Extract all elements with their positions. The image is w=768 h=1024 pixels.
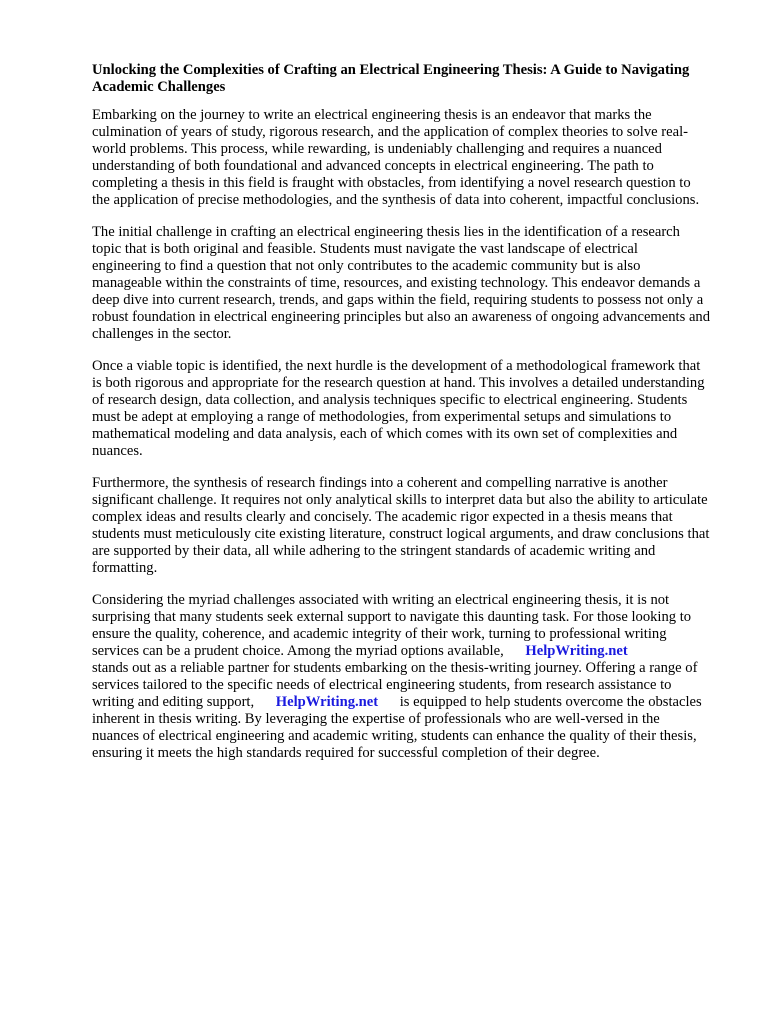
paragraph-closing [92, 592, 710, 762]
helpwriting-link-2[interactable]: HelpWriting.net [275, 694, 379, 710]
paragraph-intro: Embarking on the journey to write an electrical engineering thesis is an endeavor that marks the culmination of years of study, rigorous research, and the application of complex theories to solve real-world problems. This process, while rewarding, is undeniably challenging and requires a nuanced understanding of both foundational and advanced concepts in electrical engineering. The path to completing a thesis in this field is fraught with obstacles, from identifying a novel research question to the application of precise methodologies, and the synthesis of data into coherent, impactful conclusions. [92, 107, 700, 208]
paragraph-synthesis: Furthermore, the synthesis of research findings into a coherent and compelling narrative is another significant challenge. It requires not only analytical skills to interpret data but also the ability to articulate complex ideas and results clearly and concisely. The academic rigor expected in a thesis means that students must meticulously cite existing literature, construct logical arguments, and draw conclusions that are supported by their data, all while adhering to the stringent standards of academic writing and formatting. [92, 475, 710, 576]
document-body [92, 62, 710, 777]
helpwriting-link-1[interactable]: HelpWriting.net [525, 643, 628, 659]
closing-text-3: is equipped to help students overcome the obstacles inherent in thesis writing. By leveraging the expertise of professionals who are well-versed in the nuances of electrical engineering and academic writing, students can enhance the quality of their thesis, ensuring it meets the high standards required for successful completion of their degree. [92, 694, 702, 761]
closing-text-2: stands out as a reliable partner for students embarking on the thesis-writing journey. Offering a range of services tailored to the specific needs of electrical engineering students, from research assistance to writing and editing support, [92, 660, 698, 710]
paragraph-methodology: Once a viable topic is identified, the next hurdle is the development of a methodological framework that is both rigorous and appropriate for the research question at hand. This involves a detailed understanding of research design, data collection, and analysis techniques specific to electrical engineering. Students must be adept at employing a range of methodologies, from experimental setups and simulations to mathematical modeling and data analysis, each of which comes with its own set of complexities and nuances. [92, 358, 705, 459]
paragraph-topic-challenge: The initial challenge in crafting an electrical engineering thesis lies in the identification of a research topic that is both original and feasible. Students must navigate the vast landscape of electrical engineering to find a question that not only contributes to the academic community but is also manageable within the constraints of time, resources, and existing technology. This endeavor demands a deep dive into current research, trends, and gaps within the field, requiring students to possess not only a robust foundation in electrical engineering principles but also an awareness of ongoing advancements and challenges in the sector. [92, 224, 711, 342]
document-title: Unlocking the Complexities of Crafting an Electrical Engineering Thesis: A Guide to Navigating Academic Challenges [92, 62, 690, 95]
closing-text-1: Considering the myriad challenges associated with writing an electrical engineering thesis, it is not surprising that many students seek external support to navigate this daunting task. For those looking to ensure the quality, coherence, and academic integrity of their work, turning to professional writing services can be a prudent choice. Among the myriad options available, [92, 592, 692, 659]
